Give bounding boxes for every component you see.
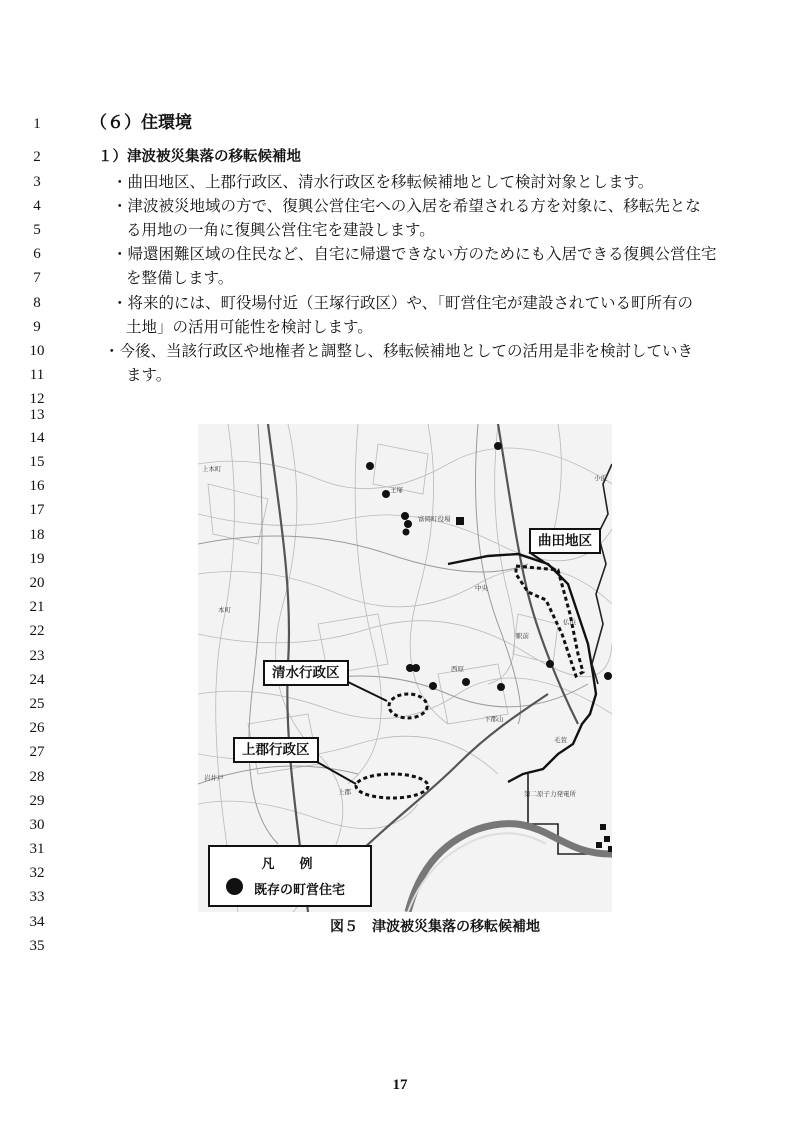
- line-number: 3: [33, 174, 41, 190]
- line-number: 25: [29, 696, 45, 712]
- line-number: 32: [29, 865, 45, 881]
- place-label: 上郡: [338, 788, 351, 796]
- place-label: 駅前: [516, 632, 529, 640]
- line-number: 27: [29, 744, 45, 760]
- legend-title: 凡 例: [261, 857, 319, 872]
- place-label: 中央: [475, 584, 488, 592]
- place-label: 小浜: [594, 474, 607, 482]
- line-number: 6: [33, 246, 41, 262]
- line-number: 33: [29, 889, 45, 905]
- place-label: 上本町: [202, 465, 222, 473]
- line-number: 34: [29, 914, 45, 930]
- section-heading: （６）住環境: [90, 113, 192, 133]
- body-line: ・今後、当該行政区や地権者と調整し、移転候補地としての活用是非を検討していき: [104, 342, 694, 360]
- place-label: 毛萱: [554, 736, 567, 744]
- place-label: 第二原子力発電所: [524, 790, 576, 798]
- line-number: 4: [33, 198, 41, 214]
- line-number: 30: [29, 817, 45, 833]
- line-number: 20: [29, 575, 45, 591]
- line-number: 29: [29, 793, 45, 809]
- place-label: 王塚: [390, 486, 403, 494]
- body-line: ・津波被災地域の方で、復興公営住宅への入居を希望される方を対象に、移転先とな: [112, 197, 701, 215]
- callout-kamikori: 上郡行政区: [233, 737, 319, 763]
- place-label: 西原: [451, 665, 464, 673]
- body-line: ます。: [126, 366, 172, 384]
- line-number: 14: [29, 430, 45, 446]
- body-line: ・曲田地区、上郡行政区、清水行政区を移転候補地として検討対象とします。: [112, 173, 654, 191]
- place-label: 本町: [218, 606, 231, 614]
- body-line: を整備します。: [126, 269, 234, 287]
- line-number: 23: [29, 648, 45, 664]
- line-number: 21: [29, 599, 45, 615]
- line-number: 13: [29, 407, 45, 423]
- body-line: る用地の一角に復興公営住宅を建設します。: [126, 221, 435, 239]
- body-line: ・帰還困難区域の住民など、自宅に帰還できない方のためにも入居できる復興公営住宅: [112, 245, 717, 263]
- figure-caption: 図５ 津波被災集落の移転候補地: [330, 919, 540, 935]
- relocation-candidate-map: [198, 424, 612, 912]
- callout-magata: 曲田地区: [529, 528, 601, 554]
- housing-marker-icon: [226, 878, 243, 895]
- line-number: 11: [29, 367, 45, 383]
- map-drawing: [198, 424, 612, 912]
- place-label: 岩井戸: [204, 774, 224, 782]
- line-number: 24: [29, 672, 45, 688]
- line-number: 22: [29, 623, 45, 639]
- line-number: 8: [33, 295, 41, 311]
- line-number: 10: [29, 343, 45, 359]
- line-number: 9: [33, 319, 41, 335]
- line-number: 26: [29, 720, 45, 736]
- line-number: 2: [33, 149, 41, 165]
- line-number: 35: [29, 938, 45, 954]
- legend-item-label: 既存の町営住宅: [254, 883, 346, 898]
- line-number: 17: [29, 502, 45, 518]
- line-number: 12: [29, 391, 45, 407]
- line-number: 16: [29, 478, 45, 494]
- line-number: 7: [33, 270, 41, 286]
- line-number: 1: [33, 116, 41, 132]
- map-legend: [208, 845, 372, 907]
- line-number: 5: [33, 222, 41, 238]
- body-line: 土地」の活用可能性を検討します。: [126, 318, 373, 336]
- place-label: 下郡山: [484, 715, 504, 723]
- body-line: ・将来的には、町役場付近（王塚行政区）や、「町営住宅が建設されている町所有の: [112, 294, 693, 312]
- callout-shimizu: 清水行政区: [263, 660, 349, 686]
- subsection-heading: １）津波被災集落の移転候補地: [98, 149, 301, 165]
- place-label: 仏浜: [563, 618, 576, 626]
- line-number: 31: [29, 841, 45, 857]
- line-number: 19: [29, 551, 45, 567]
- place-label: 富岡町役場: [418, 515, 451, 523]
- line-number: 28: [29, 769, 45, 785]
- page-number: 17: [392, 1077, 408, 1093]
- line-number: 15: [29, 454, 45, 470]
- line-number: 18: [29, 527, 45, 543]
